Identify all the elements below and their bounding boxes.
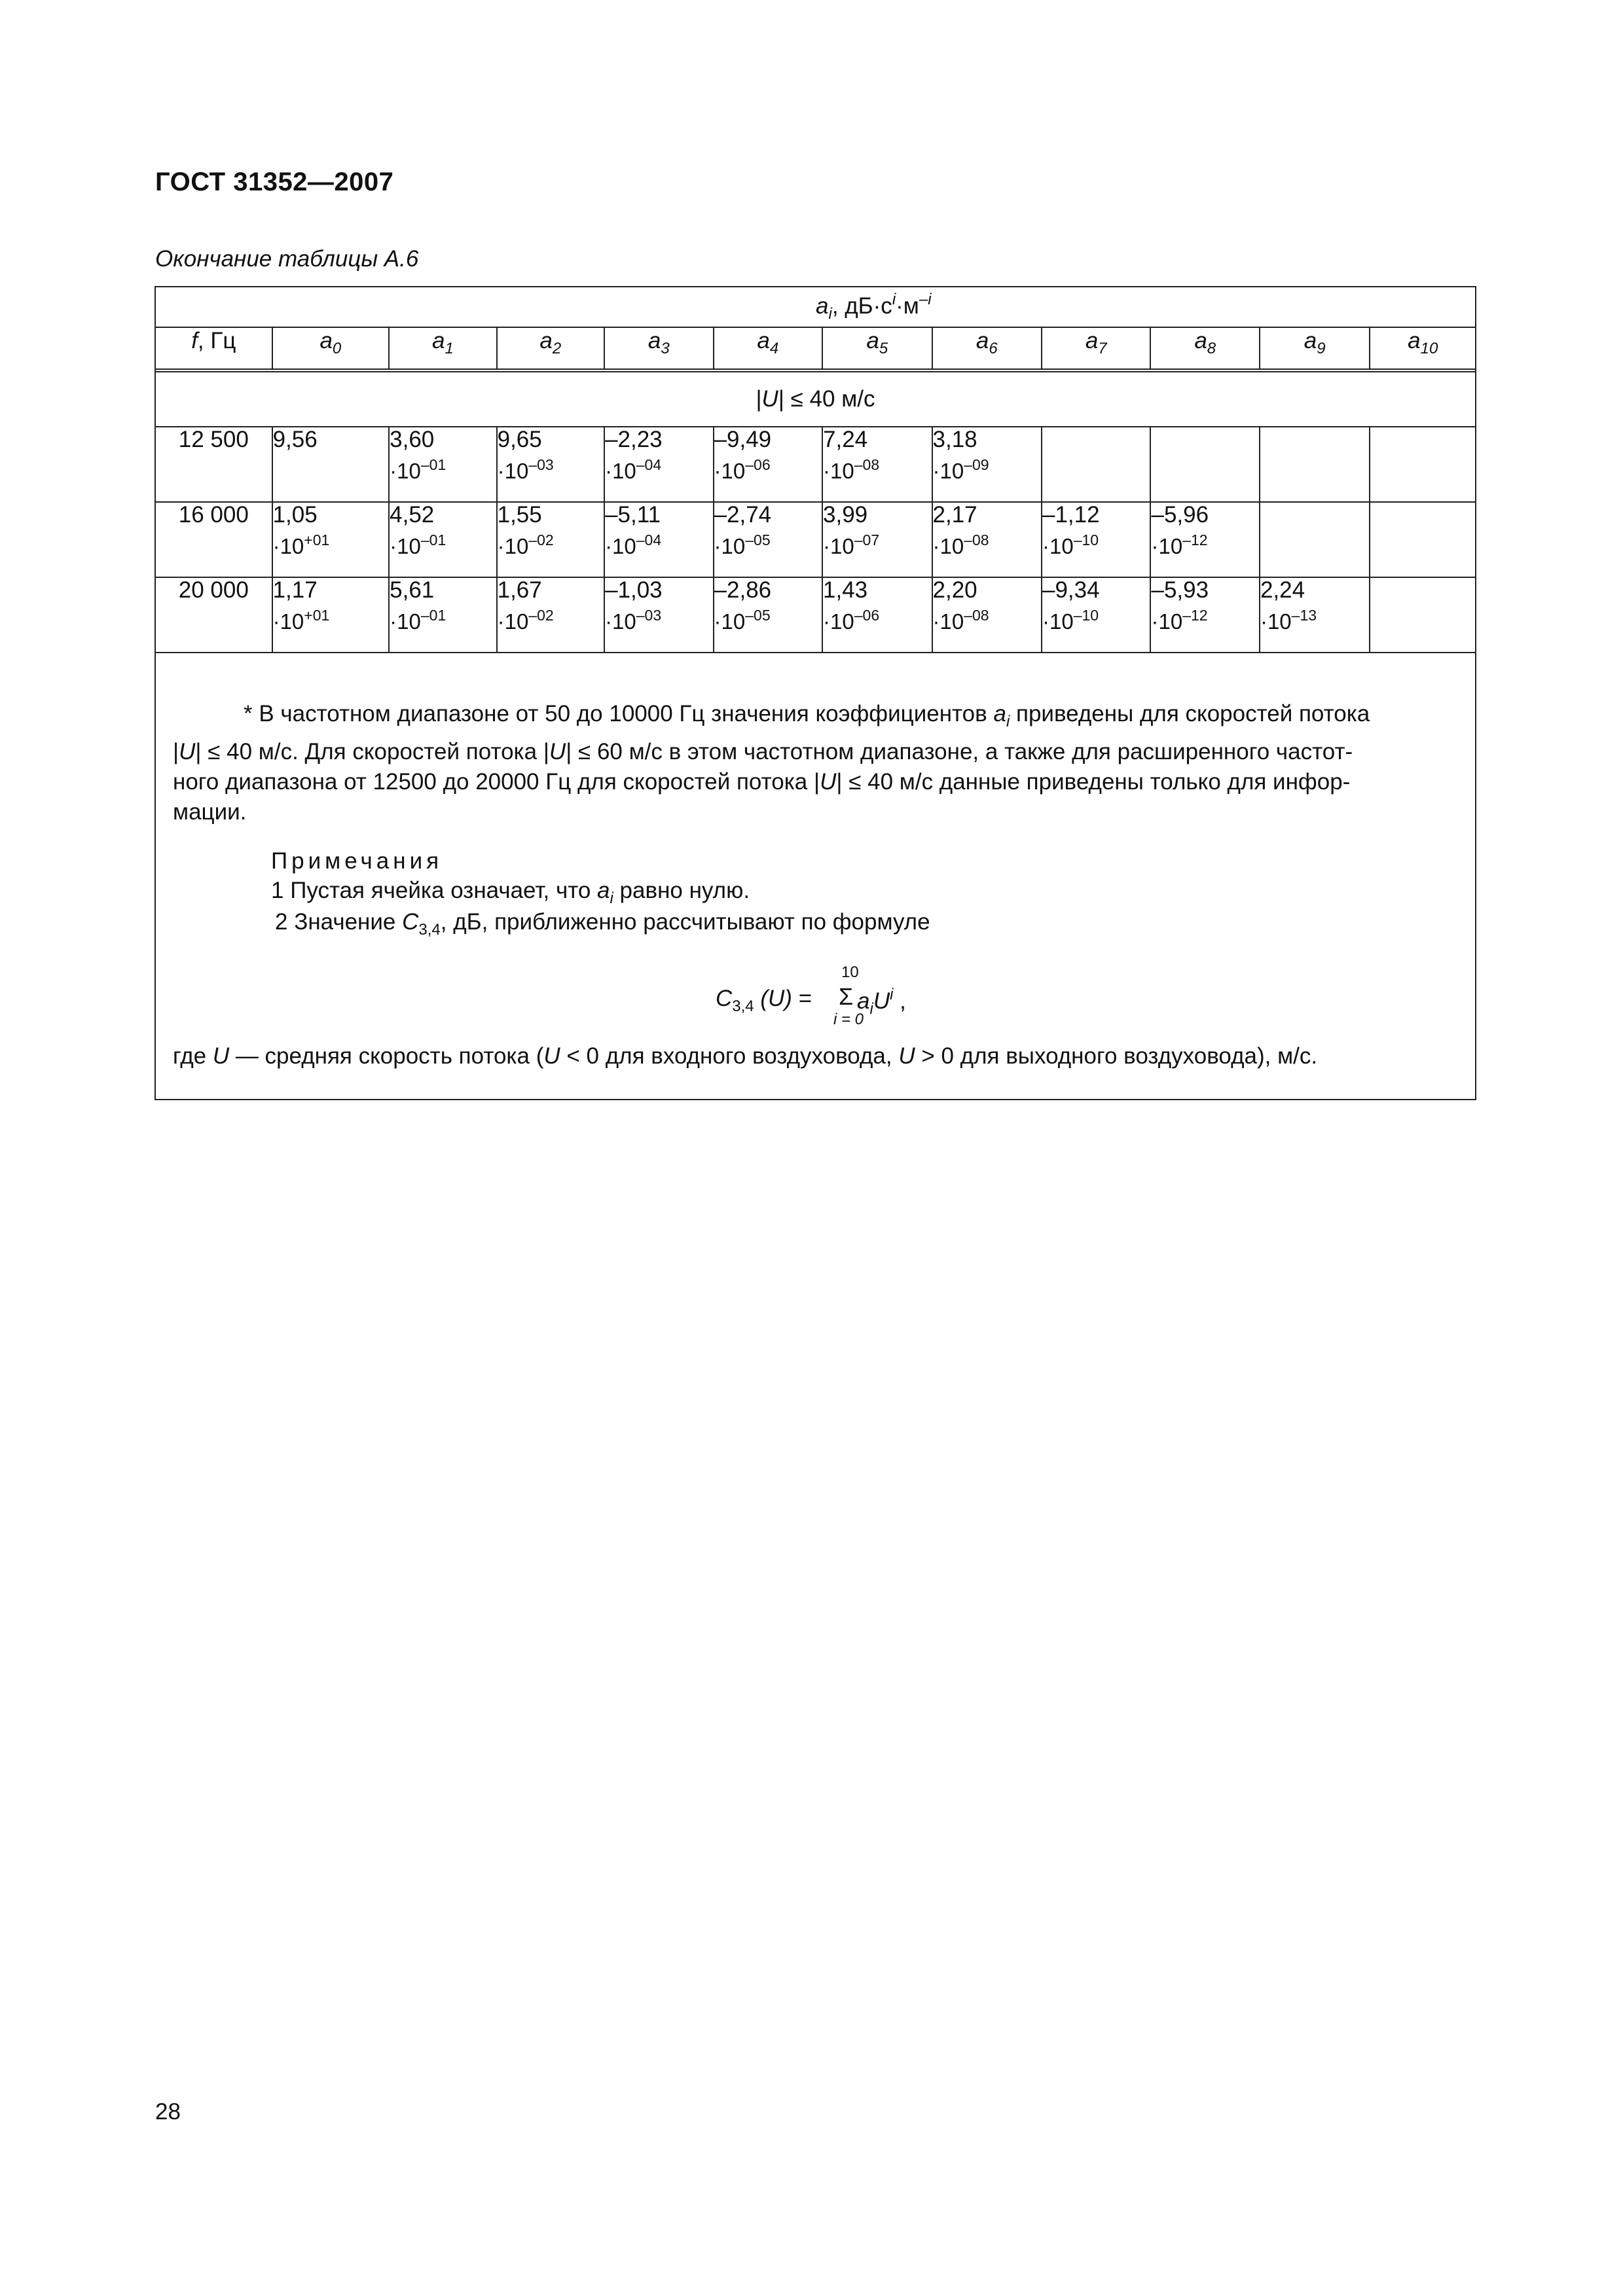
coefficient-cell	[1042, 427, 1150, 502]
page-number: 28	[155, 2099, 181, 2125]
coef-column-header: $a_6$	[932, 327, 1042, 370]
table-row	[155, 502, 1476, 577]
note-1: 1 Пустая ячейка означает, что $a_i$ равно нулю.	[271, 878, 750, 907]
freq-column-header: f, Гц	[155, 327, 272, 370]
table-footnote: * В частотном диапазоне от 50 до 10000 Гц значения коэффициентов $a_i$ приведены для скоростей потока |U| ≤ 40 м/с. Для скоростей потока |U| ≤ 60 м/с в этом частотном диапазоне, а также для расширенного частот- ного диапазона от 12500 до 20000 Гц для скоростей потока |U| ≤ 40 м/с данные приведены только для инфор- мации.	[173, 701, 1370, 825]
table-row	[155, 577, 1476, 653]
table-header-empty	[155, 287, 272, 327]
velocity-section-header: |U| ≤ 40 м/с	[155, 370, 1476, 427]
coefficient-cell	[1260, 427, 1370, 502]
coefficient-cell: –5,11 $\cdot 10^{-04}$	[604, 502, 713, 577]
coef-column-header: $a_7$	[1042, 327, 1150, 370]
coefficient-cell	[1370, 427, 1476, 502]
table-caption: Окончание таблицы А.6	[155, 246, 419, 272]
coefficient-cell: –2,23 $\cdot 10^{-04}$	[604, 427, 713, 502]
coefficient-cell: 1,05 $\cdot 10^{+01}$	[272, 502, 390, 577]
coefficient-cell: 1,17 $\cdot 10^{+01}$	[272, 577, 390, 653]
coef-column-header: $a_{10}$	[1370, 327, 1476, 370]
coefficient-table	[155, 286, 1476, 653]
sum-symbol: Σ	[839, 983, 854, 1010]
coefficient-cell: 5,61 $\cdot 10^{-01}$	[389, 577, 496, 653]
coef-column-header: $a_3$	[604, 327, 713, 370]
notes-title: Примечания	[271, 848, 443, 874]
coefficient-cell: –2,74 $\cdot 10^{-05}$	[714, 502, 822, 577]
coefficient-cell	[1260, 502, 1370, 577]
coefficient-cell: 1,43 $\cdot 10^{-06}$	[822, 577, 932, 653]
note-2: 2 Значение $C_{3,4}$, дБ, приближенно рассчитывают по формуле	[275, 909, 930, 939]
column-header-row	[155, 327, 1476, 370]
frequency-cell: 20 000	[155, 577, 272, 653]
coefficient-cell: 2,17 $\cdot 10^{-08}$	[932, 502, 1042, 577]
coefficient-cell: –5,96 $\cdot 10^{-12}$	[1150, 502, 1259, 577]
frequency-cell: 12 500	[155, 427, 272, 502]
coefficient-cell: 7,24 $\cdot 10^{-08}$	[822, 427, 932, 502]
frequency-cell: 16 000	[155, 502, 272, 577]
coefficient-cell: 9,56	[272, 427, 390, 502]
coefficient-cell: –2,86 $\cdot 10^{-05}$	[714, 577, 822, 653]
coefficient-cell	[1150, 427, 1259, 502]
coefficient-cell: 2,20 $\cdot 10^{-08}$	[932, 577, 1042, 653]
coefficient-cell	[1370, 502, 1476, 577]
coefficient-cell: 3,99 $\cdot 10^{-07}$	[822, 502, 932, 577]
formula: $C_{3,4}$ (U) = 10 Σ i = 0 $a_iU^i$ ,	[716, 963, 906, 1028]
coef-column-header: $a_2$	[497, 327, 604, 370]
coefficient-cell	[1370, 577, 1476, 653]
coef-column-header: $a_1$	[389, 327, 496, 370]
where-clause: где U — средняя скорость потока (U < 0 для входного воздуховода, U > 0 для выходного воздуховода), м/с.	[173, 1043, 1318, 1069]
table-row	[155, 427, 1476, 502]
coefficient-cell: 2,24 $\cdot 10^{-13}$	[1260, 577, 1370, 653]
coefficient-cell: –9,34 $\cdot 10^{-10}$	[1042, 577, 1150, 653]
coef-column-header: $a_8$	[1150, 327, 1259, 370]
coefficient-cell: 4,52 $\cdot 10^{-01}$	[389, 502, 496, 577]
coefficient-cell: 1,67 $\cdot 10^{-02}$	[497, 577, 604, 653]
coef-column-header: $a_4$	[714, 327, 822, 370]
coef-column-header: $a_9$	[1260, 327, 1370, 370]
unit-header: $a_i$, $дБ\cdot с^i\cdot м^{-i}$	[272, 287, 1476, 327]
coefficient-cell: 3,18 $\cdot 10^{-09}$	[932, 427, 1042, 502]
coefficient-cell: –1,03 $\cdot 10^{-03}$	[604, 577, 713, 653]
coefficient-cell: –5,93 $\cdot 10^{-12}$	[1150, 577, 1259, 653]
coefficient-cell: –1,12 $\cdot 10^{-10}$	[1042, 502, 1150, 577]
document-header: ГОСТ 31352—2007	[155, 168, 394, 196]
coefficient-cell: 3,60 $\cdot 10^{-01}$	[389, 427, 496, 502]
coefficient-cell: –9,49 $\cdot 10^{-06}$	[714, 427, 822, 502]
coef-column-header: $a_0$	[272, 327, 390, 370]
coefficient-cell: 9,65 $\cdot 10^{-03}$	[497, 427, 604, 502]
coef-column-header: $a_5$	[822, 327, 932, 370]
coefficient-cell: 1,55 $\cdot 10^{-02}$	[497, 502, 604, 577]
